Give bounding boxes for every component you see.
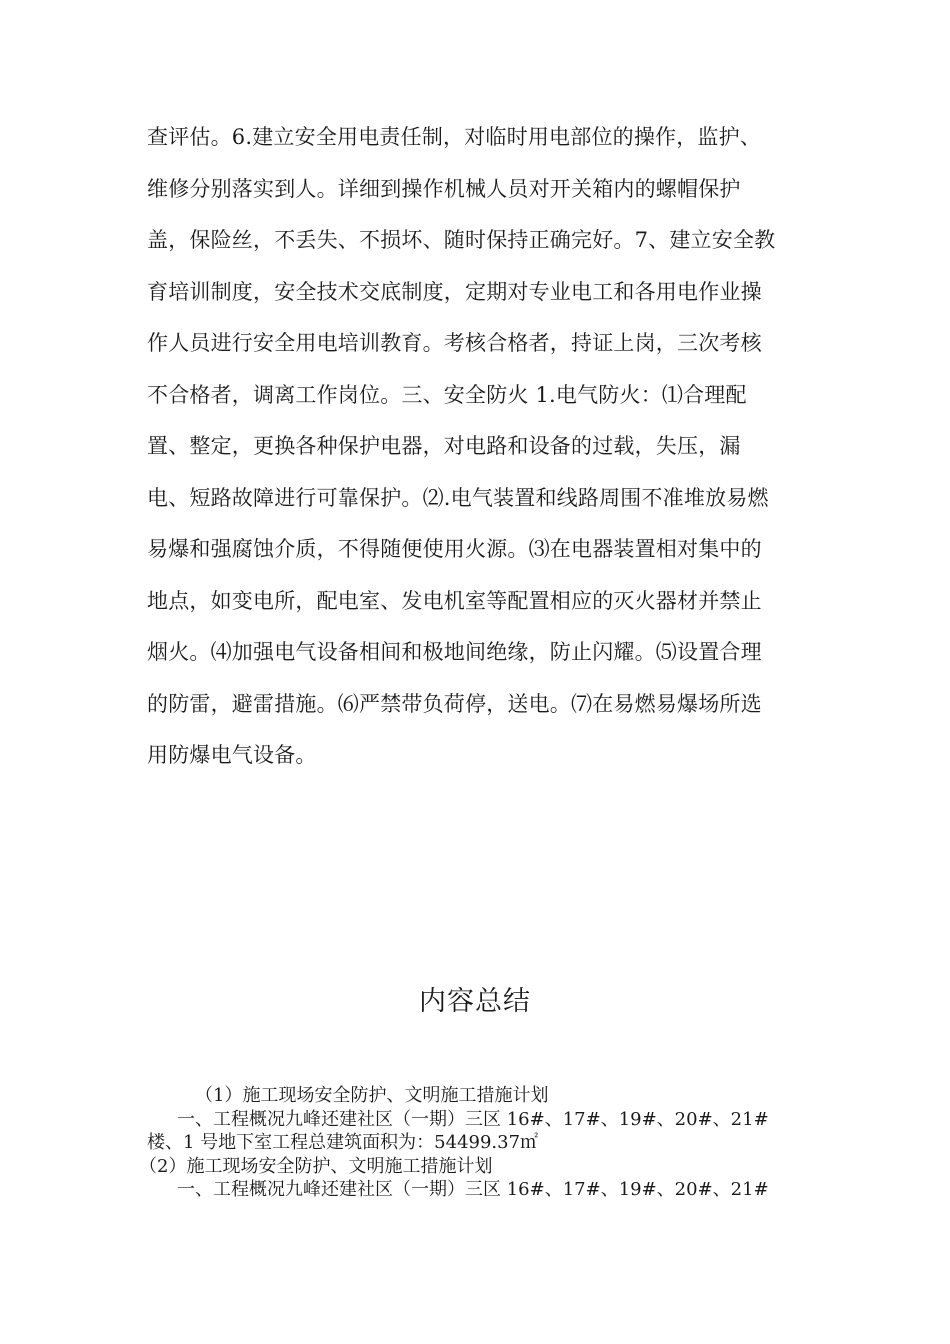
body-line: 的防雷，避雷措施。⑹严禁带负荷停，送电。⑺在易燃易爆场所选 <box>147 691 762 716</box>
body-line: 盖，保险丝，不丢失、不损坏、随时保持正确完好。7、建立安全教 <box>147 228 776 252</box>
body-line: 用防爆电气设备。 <box>147 743 317 767</box>
body-line: 不合格者，调离工作岗位。三、安全防火 1.电气防火：⑴合理配 <box>147 382 747 407</box>
body-line: 地点，如变电所，配电室、发电机室等配置相应的灭火器材并禁止 <box>147 588 762 613</box>
body-paragraph <box>147 112 827 782</box>
body-line: 烟火。⑷加强电气设备相间和极地间绝缘，防止闪耀。⑸设置合理 <box>147 640 762 664</box>
summary-title: 内容总结 <box>419 986 531 1017</box>
summary-block <box>139 1084 827 1202</box>
body-line: 置、整定，更换各种保护电器，对电路和设备的过载，失压，漏 <box>147 434 741 458</box>
body-line: 查评估。6.建立安全用电责任制，对临时用电部位的操作，监护、 <box>147 125 762 149</box>
summary-line: 一、工程概况九峰还建社区（一期）三区 16#、17#、19#、20#、21# <box>177 1179 769 1201</box>
body-line: 电、短路故障进行可靠保护。⑵.电气装置和线路周围不准堆放易燃 <box>147 485 769 510</box>
body-line: 维修分别落实到人。详细到操作机械人员对开关箱内的螺帽保护 <box>147 176 741 201</box>
body-line: 易爆和强腐蚀介质，不得随便使用火源。⑶在电器装置相对集中的 <box>147 537 762 561</box>
summary-line: 一、工程概况九峰还建社区（一期）三区 16#、17#、19#、20#、21# <box>177 1108 769 1130</box>
summary-line: （1）施工现场安全防护、文明施工措施计划 <box>195 1085 549 1106</box>
body-line: 育培训制度，安全技术交底制度，定期对专业电工和各用电作业操 <box>147 279 762 304</box>
summary-line: 楼、1 号地下室工程总建筑面积为：54499.37㎡ <box>147 1132 539 1154</box>
body-line: 作人员进行安全用电培训教育。考核合格者，持证上岗，三次考核 <box>147 331 762 355</box>
summary-line: （2）施工现场安全防护、文明施工措施计划 <box>139 1155 493 1177</box>
